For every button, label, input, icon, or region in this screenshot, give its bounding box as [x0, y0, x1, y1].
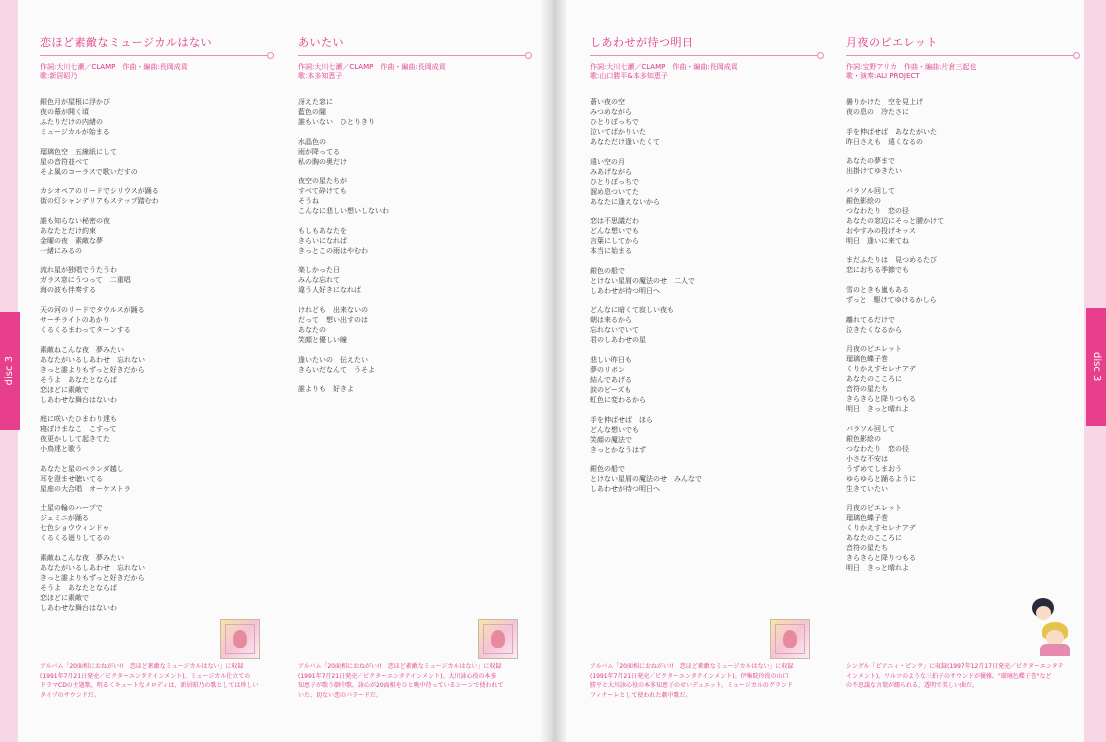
- lyric-line: 虹色に変わるから: [590, 395, 646, 404]
- lyric-line: 笑顔と優しい瞳: [298, 335, 347, 344]
- book-spine: [540, 0, 566, 742]
- album-jacket-image: [478, 619, 518, 659]
- lyric-line: ミュージカルが始まる: [40, 128, 110, 136]
- lyric-line: あなたの窓辺にそっと腰かけて: [846, 216, 944, 225]
- lyric-line: 星の音符並べて: [40, 157, 89, 166]
- lyrics: [298, 97, 528, 394]
- lyric-stanza: [590, 355, 820, 405]
- lyric-line: 笑顔の魔法で: [590, 435, 632, 444]
- note-line: シングル「ピアニィ・ピンク」に収録(1997年12月17日発売／ビクターエンタテ: [846, 663, 1064, 670]
- lyric-line: そうよ あなたとならば: [40, 583, 117, 592]
- lyric-line: あなたの: [298, 325, 326, 334]
- lyric-line: しあわせが待つ明日へ: [590, 485, 660, 494]
- credit-line: 作詞:大川七瀬／CLAMP 作曲・編曲:長岡成貢: [590, 63, 738, 71]
- lyric-stanza: [40, 464, 270, 494]
- lyric-line: 逢いたいの 伝えたい: [298, 355, 368, 364]
- lyric-stanza: [590, 415, 820, 455]
- lyric-line: そよ風のコーラスで歌いだすの: [40, 167, 138, 176]
- lyric-line: 庭に咲いたひまわり達も: [40, 415, 117, 424]
- title-rule: [298, 55, 528, 56]
- lyric-line: 君のしあわせの星: [590, 336, 646, 345]
- lyric-line: 月夜のピエレット: [846, 345, 902, 354]
- lyric-line: 明日 きっと晴れよ: [846, 405, 909, 414]
- lyric-line: 素敵ねこんな夜 夢みたい: [40, 553, 124, 562]
- lyric-line: くるくる廻りしてるの: [40, 534, 110, 543]
- lyric-line: 溜め息ついてた: [590, 187, 639, 196]
- lyric-line: 金曜の夜 素敵な夢: [40, 236, 103, 245]
- title-rule: [590, 55, 820, 56]
- lyric-stanza: [40, 265, 270, 295]
- lyric-line: きらきらと降りつもる: [846, 554, 916, 563]
- lyric-line: 手を伸ばせば ほら: [590, 415, 653, 424]
- lyric-stanza: [298, 265, 528, 295]
- lyric-line: 言葉にしてから: [590, 237, 639, 246]
- release-note: [298, 662, 504, 700]
- lyric-line: 蒼い夜の空: [590, 98, 625, 106]
- note-line: アルバム「20面相におねがい!! 恋ほど素敵なミュージカルはない」に収録: [40, 663, 244, 670]
- lyric-line: パラソル回して: [846, 186, 895, 195]
- note-line: 知恵子が歌う劇中歌。詠心が20面相をひと晩中待っているシーンで使われて: [298, 682, 504, 689]
- disc-tab-label: disc 3: [4, 356, 15, 386]
- credit-line: 歌:本多知恵子: [298, 72, 343, 80]
- note-line: 勝平と大川詠心役の本多知恵子のせいデュエット。ミュージカルのグランド: [590, 682, 793, 689]
- lyric-line: くりかえすセレナアデ: [846, 365, 916, 374]
- lyric-line: とけない星屑の魔法のせ みんなで: [590, 475, 702, 484]
- lyric-line: 恋ほどに素敵で: [40, 385, 89, 394]
- lyrics: [590, 97, 820, 494]
- lyrics: [40, 97, 270, 613]
- lyric-stanza: [590, 216, 820, 256]
- lyric-stanza: [846, 97, 1076, 117]
- lyric-line: そうね: [298, 197, 319, 206]
- lyric-stanza: [40, 414, 270, 454]
- song-column: [590, 34, 820, 504]
- lyric-line: 天の河のリードでタウルスが踊る: [40, 305, 145, 314]
- lyric-line: きっとかなうはず: [590, 445, 646, 454]
- lyric-stanza: [846, 255, 1076, 275]
- lyric-stanza: [846, 285, 1076, 305]
- lyric-line: 星座の大合唱 オーケストラ: [40, 484, 131, 493]
- note-line: (1991年7月21日発売／ビクターエンタテインメント)。大川詠心役の本多: [298, 672, 497, 680]
- album-jacket-image: [220, 619, 260, 659]
- lyric-stanza: [846, 315, 1076, 335]
- credit-line: 作詞:大川七瀬／CLAMP 作曲・編曲:長岡成貢: [40, 63, 188, 71]
- lyric-line: きらきらと降りつもる: [846, 395, 916, 404]
- lyric-line: 銀色影絵の: [846, 434, 881, 443]
- lyric-line: 誰も知らない秘密の夜: [40, 216, 110, 225]
- lyric-line: そうよ あなたとならば: [40, 375, 117, 384]
- lyric-line: あなたと星のベランダ越し: [40, 464, 124, 473]
- lyric-stanza: [846, 186, 1076, 246]
- lyric-line: けれども 出来ないの: [298, 305, 368, 314]
- lyric-line: 出掛けてゆきたい: [846, 167, 902, 176]
- lyric-line: あなたがいるしあわせ 忘れない: [40, 355, 145, 364]
- lyric-stanza: [846, 503, 1076, 573]
- lyric-line: 曇りかけた 空を見上げ: [846, 98, 923, 106]
- note-line: ドラマCDの主題歌。明るくキュートなメロディは、新居昭乃の歌としては珍しい: [40, 682, 259, 689]
- lyric-line: 昨日さえも 遠くなるの: [846, 137, 923, 146]
- lyric-line: あなたのこころに: [846, 534, 902, 543]
- song-title: 恋ほど素敵なミュージカルはない: [40, 36, 213, 49]
- lyric-line: 離れてるだけで: [846, 315, 895, 324]
- note-line: アルバム「20面相におねがい!! 恋ほど素敵なミュージカルはない」に収録: [298, 663, 502, 670]
- lyric-line: 明日 逢いに来てね: [846, 236, 909, 245]
- disc-tab-right: [1086, 308, 1106, 426]
- note-line: いた、切ない恋のバラードだ。: [298, 691, 383, 699]
- lyric-line: みんな忘れて: [298, 276, 340, 285]
- lyric-line: つなわたり 恋の径: [846, 444, 909, 453]
- song-title: しあわせが待つ明日: [590, 36, 694, 49]
- lyric-line: ガラス窓にうつって 二重唱: [40, 276, 131, 285]
- lyric-line: きらいになれば: [298, 236, 347, 245]
- lyric-line: みあげながら: [590, 167, 632, 176]
- release-note: [590, 662, 794, 700]
- lyric-line: 悲しい昨日も: [590, 355, 632, 364]
- lyric-line: ひとりぼっちで: [590, 118, 639, 126]
- lyric-line: うずめてしまおう: [846, 464, 902, 473]
- lyric-line: だって 想い出すのは: [298, 315, 368, 324]
- lyric-line: こんなに悲しい想いしないわ: [298, 207, 389, 216]
- lyric-line: 瑠璃色蝶子巻: [846, 355, 888, 364]
- song-column: [846, 34, 1076, 583]
- lyric-line: ずっと 駆けてゆけるかしら: [846, 295, 937, 304]
- lyric-stanza: [298, 355, 528, 375]
- lyric-line: 銀色の船で: [590, 465, 625, 474]
- lyric-stanza: [590, 157, 820, 207]
- lyric-line: あなたのこころに: [846, 375, 902, 384]
- lyric-line: あなただけ逢いたくて: [590, 138, 660, 146]
- lyric-line: 泣いてばかりいた: [590, 128, 646, 136]
- disc-tab-left: [0, 312, 20, 430]
- lyric-line: あなたがいるしあわせ 忘れない: [40, 563, 145, 572]
- lyric-line: 恋におちる季節でも: [846, 266, 909, 275]
- lyric-line: 藍色の闇: [298, 108, 326, 116]
- lyric-stanza: [40, 216, 270, 256]
- credit-line: 作詞:大川七瀬／CLAMP 作曲・編曲:長岡成貢: [298, 63, 446, 71]
- lyric-line: しあわせが待つ明日へ: [590, 286, 660, 295]
- lyric-line: 明日 きっと晴れよ: [846, 564, 909, 573]
- song-credits: [846, 63, 1076, 81]
- lyric-line: どんな想いでも: [590, 425, 639, 434]
- lyric-line: きらいだなんて うそよ: [298, 365, 375, 374]
- lyric-stanza: [846, 344, 1076, 414]
- release-note: [846, 662, 1064, 691]
- lyric-line: あなたに逢えないから: [590, 197, 660, 206]
- song-column: [40, 34, 270, 623]
- lyric-line: 音符の星たち: [846, 385, 888, 394]
- note-line: フィナーレとして使われた劇中歌だ。: [590, 691, 692, 699]
- lyric-line: 恋ほどに素敵で: [40, 593, 89, 602]
- lyric-line: 流れ星が独唱でうたうわ: [40, 266, 117, 275]
- lyric-line: あなたとだけ約束: [40, 226, 96, 235]
- song-title: 月夜のピエレット: [846, 36, 938, 49]
- song-credits: [298, 63, 528, 81]
- song-credits: [40, 63, 270, 81]
- lyric-stanza: [298, 137, 528, 167]
- lyric-line: くりかえすセレナアデ: [846, 524, 916, 533]
- note-line: タイプのサウンドだ。: [40, 691, 100, 699]
- lyric-line: 生きていたい: [846, 484, 888, 493]
- lyric-stanza: [846, 127, 1076, 147]
- credit-line: 作詞:宝野アリカ 作曲・編曲:片倉三起也: [846, 63, 977, 71]
- lyric-line: すべて砕けても: [298, 187, 347, 196]
- lyric-line: 楽しかった日: [298, 266, 340, 275]
- lyric-line: 私の胸の奥だけ: [298, 157, 347, 166]
- lyric-stanza: [590, 305, 820, 345]
- lyric-line: つなわたり 恋の径: [846, 206, 909, 215]
- lyric-line: 銀色月が屋根に浮かび: [40, 98, 110, 106]
- lyric-stanza: [298, 226, 528, 256]
- lyric-line: 夜の息の 冷たさに: [846, 108, 909, 116]
- note-line: (1991年7月21日発売／ビクターエンタテインメント)。伊集院玲役の山口: [590, 672, 789, 680]
- lyric-line: 恋は不思議だわ: [590, 217, 639, 226]
- lyric-line: きっと誰よりもずっと好きだから: [40, 573, 145, 582]
- lyric-line: 泣きたくなるから: [846, 325, 902, 334]
- lyric-line: きっと誰よりもずっと好きだから: [40, 365, 145, 374]
- lyric-line: 違う人好きになれば: [298, 286, 361, 295]
- lyric-line: 一緒にみるの: [40, 246, 82, 255]
- lyric-stanza: [298, 384, 528, 394]
- album-jacket-image: [770, 619, 810, 659]
- lyric-line: 冴えた窓に: [298, 98, 333, 106]
- lyric-line: 小さな不安は: [846, 454, 888, 463]
- lyric-line: 寝ぼけまなこ こすって: [40, 425, 117, 434]
- credit-line: 歌・演奏:ALI PROJECT: [846, 72, 920, 80]
- lyric-line: 銀色影絵の: [846, 196, 881, 205]
- lyric-stanza: [590, 97, 820, 147]
- title-rule: [40, 55, 270, 56]
- note-line: インメント)。ワルツのような三拍子のサウンドが優雅。"瑠璃色蝶子巻"など: [846, 672, 1052, 680]
- song-credits: [590, 63, 820, 81]
- lyric-stanza: [40, 553, 270, 613]
- lyric-line: 音符の星たち: [846, 544, 888, 553]
- lyric-line: 誰よりも 好きよ: [298, 385, 354, 394]
- lyric-line: 夜空の星たちが: [298, 177, 347, 186]
- lyric-line: 海の波も伴奏する: [40, 286, 96, 295]
- lyric-stanza: [846, 156, 1076, 176]
- lyric-line: 朝は来るから: [590, 316, 632, 325]
- lyric-line: ふたりだけの内緒の: [40, 118, 103, 126]
- lyric-line: 夢のリボン: [590, 365, 625, 374]
- lyric-stanza: [590, 464, 820, 494]
- lyric-line: サーチライトのあかり: [40, 315, 110, 324]
- lyrics: [846, 97, 1076, 573]
- release-note: [40, 662, 258, 700]
- lyric-line: カシオペアのリードでシリウスが踊る: [40, 187, 159, 196]
- lyric-line: 街の灯シャンデリアもステップ踏むわ: [40, 197, 159, 206]
- note-line: (1991年7月21日発売／ビクターエンタテインメント)。ミュージカル仕立ての: [40, 672, 251, 680]
- lyric-line: ジェミニが踊る: [40, 514, 89, 523]
- lyric-stanza: [40, 345, 270, 405]
- lyric-line: 遠い空の月: [590, 157, 625, 166]
- lyric-stanza: [298, 97, 528, 127]
- lyric-line: パラソル回して: [846, 424, 895, 433]
- lyric-line: 七色ショウウィンドゥ: [40, 524, 110, 533]
- lyric-line: きっとこの雨はやむわ: [298, 246, 368, 255]
- lyric-line: 雪のときも嵐もある: [846, 285, 909, 294]
- lyric-line: とけない星屑の魔法のせ 二人で: [590, 276, 695, 285]
- lyric-line: 耳を澄ませ聴いてる: [40, 474, 103, 483]
- lyric-stanza: [590, 266, 820, 296]
- lyric-line: 本当に始まる: [590, 247, 632, 256]
- lyric-stanza: [298, 305, 528, 345]
- song-title: あいたい: [298, 36, 344, 49]
- lyric-stanza: [40, 305, 270, 335]
- lyric-line: 水晶色の: [298, 137, 326, 146]
- lyric-line: 忘れないでいて: [590, 326, 639, 335]
- lyric-line: ひとりぼっちで: [590, 177, 639, 186]
- lyric-line: しあわせな舞台はないわ: [40, 395, 117, 404]
- lyric-line: ゆらゆらと踊るように: [846, 474, 916, 483]
- character-illustration: [1030, 596, 1070, 656]
- lyric-line: 土星の輪のハープで: [40, 504, 103, 513]
- lyric-line: あなたの夢まで: [846, 157, 895, 166]
- lyric-stanza: [846, 424, 1076, 494]
- lyric-line: 誰もいない ひとりきり: [298, 118, 375, 126]
- lyric-line: みつめながら: [590, 108, 632, 116]
- lyric-line: 素敵ねこんな夜 夢みたい: [40, 345, 124, 354]
- lyric-line: どんな想いでも: [590, 227, 639, 236]
- lyric-stanza: [298, 176, 528, 216]
- lyric-line: もしもあなたを: [298, 226, 347, 235]
- lyric-line: 小鳥達と歌う: [40, 445, 82, 454]
- lyric-stanza: [40, 147, 270, 177]
- lyric-stanza: [40, 186, 270, 206]
- lyric-line: おやすみの投げキッス: [846, 226, 916, 235]
- lyric-line: 瑠璃色蝶子巻: [846, 514, 888, 523]
- lyric-line: どんなに暗くて寂しい夜も: [590, 306, 674, 315]
- lyric-line: 銀色の船で: [590, 266, 625, 275]
- lyric-line: 手を伸ばせば あなたがいた: [846, 127, 937, 136]
- lyric-line: 涙のビーズも: [590, 385, 632, 394]
- lyric-line: 夜更かしして起きてた: [40, 435, 110, 444]
- song-column: [298, 34, 528, 404]
- disc-tab-label: disc 3: [1091, 352, 1102, 382]
- lyric-stanza: [40, 97, 270, 137]
- lyric-line: くるくるまわってターンする: [40, 325, 131, 334]
- credit-line: 歌:新居昭乃: [40, 72, 78, 80]
- lyric-stanza: [40, 503, 270, 543]
- note-line: の不思議な言葉が綴られる、透明で美しい曲だ。: [846, 682, 979, 689]
- credit-line: 歌:山口勝平&本多知恵子: [590, 72, 668, 80]
- lyric-line: しあわせな舞台はないわ: [40, 603, 117, 612]
- lyric-line: 瑠璃色空 五線紙にして: [40, 147, 117, 156]
- lyric-line: まだふたりは 見つめるたび: [846, 256, 937, 265]
- note-line: アルバム「20面相におねがい!! 恋ほど素敵なミュージカルはない」に収録: [590, 663, 794, 670]
- lyric-line: 月夜のピエレット: [846, 504, 902, 513]
- lyric-line: 夜の幕が開く頃: [40, 108, 89, 116]
- lyric-line: 結んであげる: [590, 375, 632, 384]
- title-rule: [846, 55, 1076, 56]
- lyric-line: 雨が降ってる: [298, 147, 340, 156]
